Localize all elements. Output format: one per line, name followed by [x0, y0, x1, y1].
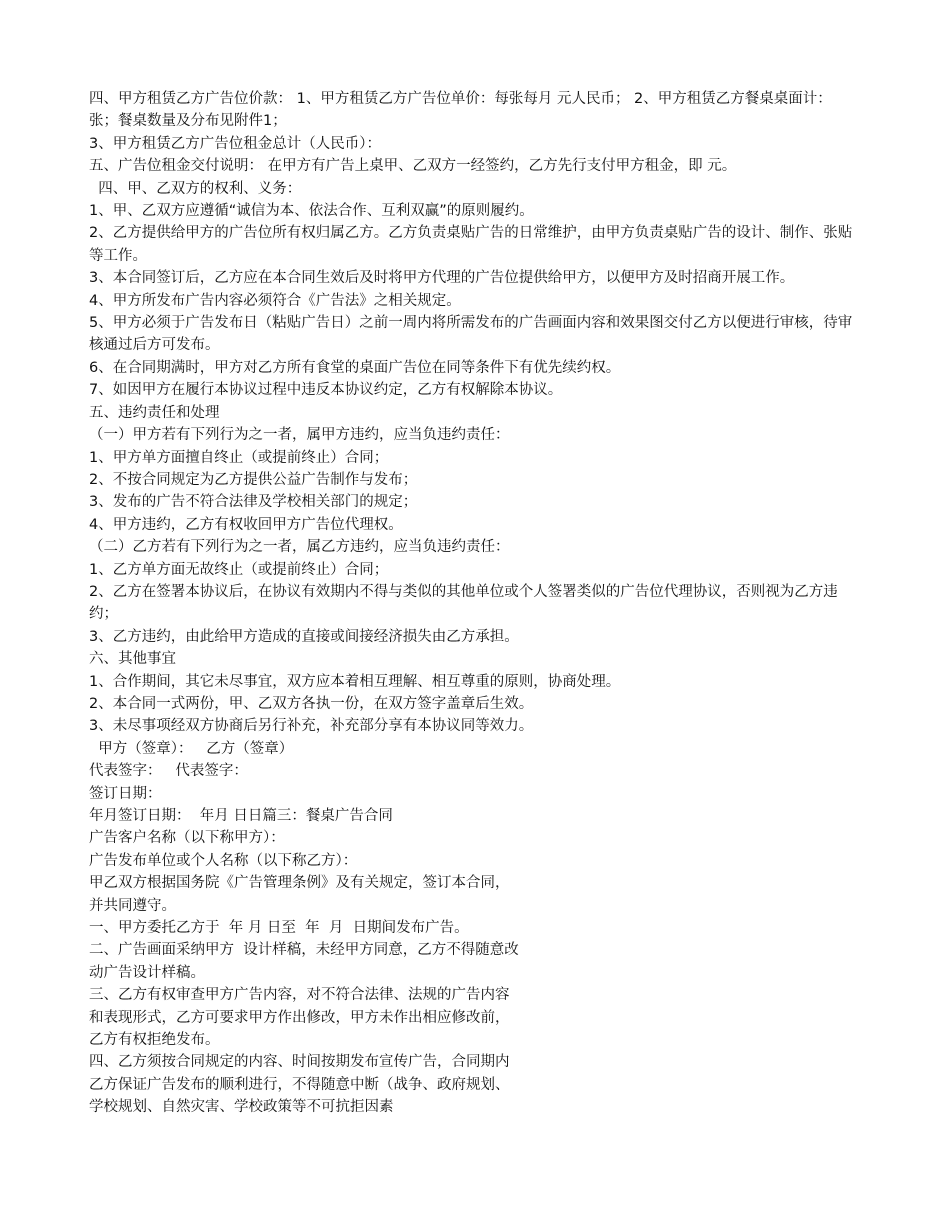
text-line: 四、乙方须按合同规定的内容、时间按期发布宣传广告，合同期内乙方保证广告发布的顺利进行，不得随意中断（战争、政府规划、学校规划、自然灾害、学校政策等不可抗拒因素	[89, 1054, 510, 1116]
subsection-heading: （一）甲方若有下列行为之一者，属甲方违约，应当负违约责任：	[89, 427, 510, 444]
signature-line: 代表签字： 代表签字：	[89, 763, 248, 780]
text-line: 2、本合同一式两份，甲、乙双方各执一份，在双方签字盖章后生效。	[89, 695, 534, 712]
date-line: 年月签订日期： 年月 日日篇三：餐桌广告合同	[89, 808, 393, 824]
text-line: 五、广告位租金交付说明： 在甲方有广告上桌甲、乙双方一经签约，乙方先行支付甲方租金，即 元。	[89, 158, 737, 175]
text-line: 1、乙方单方面无故终止（或提前终止）合同；	[89, 561, 389, 578]
text-line: 5、甲方必须于广告发布日（粘贴广告日）之前一周内将所需发布的广告画面内容和效果图交付乙方以便进行审核，待审核通过后方可发布。	[89, 315, 853, 354]
text-line: 1、甲、乙双方应遵循“诚信为本、依法合作、互利双赢”的原则履约。	[89, 203, 534, 220]
text-line: 1、合作期间，其它未尽事宜，双方应本着相互理解、相互尊重的原则，协商处理。	[89, 673, 621, 690]
section-heading: 六、其他事宜	[89, 651, 176, 668]
text-line: 广告客户名称（以下称甲方）：	[89, 830, 285, 847]
text-line: 6、在合同期满时，甲方对乙方所有食堂的桌面广告位在同等条件下有优先续约权。	[89, 359, 621, 376]
text-line: 三、乙方有权审查甲方广告内容，对不符合法律、法规的广告内容和表现形式，乙方可要求甲方作出修改，甲方未作出相应修改前，乙方有权拒绝发布。	[89, 987, 510, 1049]
text-line: 一、甲方委托乙方于 年 月 日至 年 月 日期间发布广告。	[89, 920, 469, 937]
text-line: 四、甲方租赁乙方广告位价款： 1、甲方租赁乙方广告位单价：每张每月 元人民币； 2、甲方租赁乙方餐桌桌面计： 张；餐桌数量及分布见附件1；	[89, 91, 837, 130]
text-line: 2、不按合同规定为乙方提供公益广告制作与发布；	[89, 471, 418, 488]
text-line: 4、甲方违约，乙方有权收回甲方广告位代理权。	[89, 516, 403, 533]
text-line: 广告发布单位或个人名称（以下称乙方）：	[89, 852, 358, 869]
text-line: 甲乙双方根据国务院《广告管理条例》及有关规定，签订本合同，并共同遵守。	[89, 875, 510, 914]
text-line: 3、乙方违约，由此给甲方造成的直接或间接经济损失由乙方承担。	[89, 628, 519, 645]
text-line: 3、甲方租赁乙方广告位租金总计（人民币）：	[89, 135, 381, 152]
document-body	[89, 88, 859, 1119]
section-heading: 五、违约责任和处理	[89, 404, 220, 421]
text-line: 3、发布的广告不符合法律及学校相关部门的规定；	[89, 494, 418, 511]
text-line: 二、广告画面采纳甲方 设计样稿，未经甲方同意，乙方不得随意改动广告设计样稿。	[89, 942, 519, 981]
section-heading: 四、甲、乙双方的权利、义务：	[89, 180, 302, 197]
text-line: 3、本合同签订后，乙方应在本合同生效后及时将甲方代理的广告位提供给甲方，以便甲方及时招商开展工作。	[89, 270, 795, 287]
text-line: 1、甲方单方面擅自终止（或提前终止）合同；	[89, 449, 389, 466]
text-line: 2、乙方在签署本协议后，在协议有效期内不得与类似的其他单位或个人签署类似的广告位代理协议，否则视为乙方违约；	[89, 583, 838, 623]
text-line: 3、未尽事项经双方协商后另行补充，补充部分享有本协议同等效力。	[89, 718, 534, 735]
date-line: 签订日期：	[89, 785, 162, 802]
text-line: 7、如因甲方在履行本协议过程中违反本协议约定，乙方有权解除本协议。	[89, 382, 563, 399]
signature-line: 甲方（签章）： 乙方（签章）	[89, 740, 294, 757]
text-line: 2、乙方提供给甲方的广告位所有权归属乙方。乙方负责桌贴广告的日常维护，由甲方负责桌贴广告的设计、制作、张贴等工作。	[89, 225, 853, 264]
subsection-heading: （二）乙方若有下列行为之一者，属乙方违约，应当负违约责任：	[89, 539, 510, 556]
text-line: 4、甲方所发布广告内容必须符合《广告法》之相关规定。	[89, 292, 461, 309]
